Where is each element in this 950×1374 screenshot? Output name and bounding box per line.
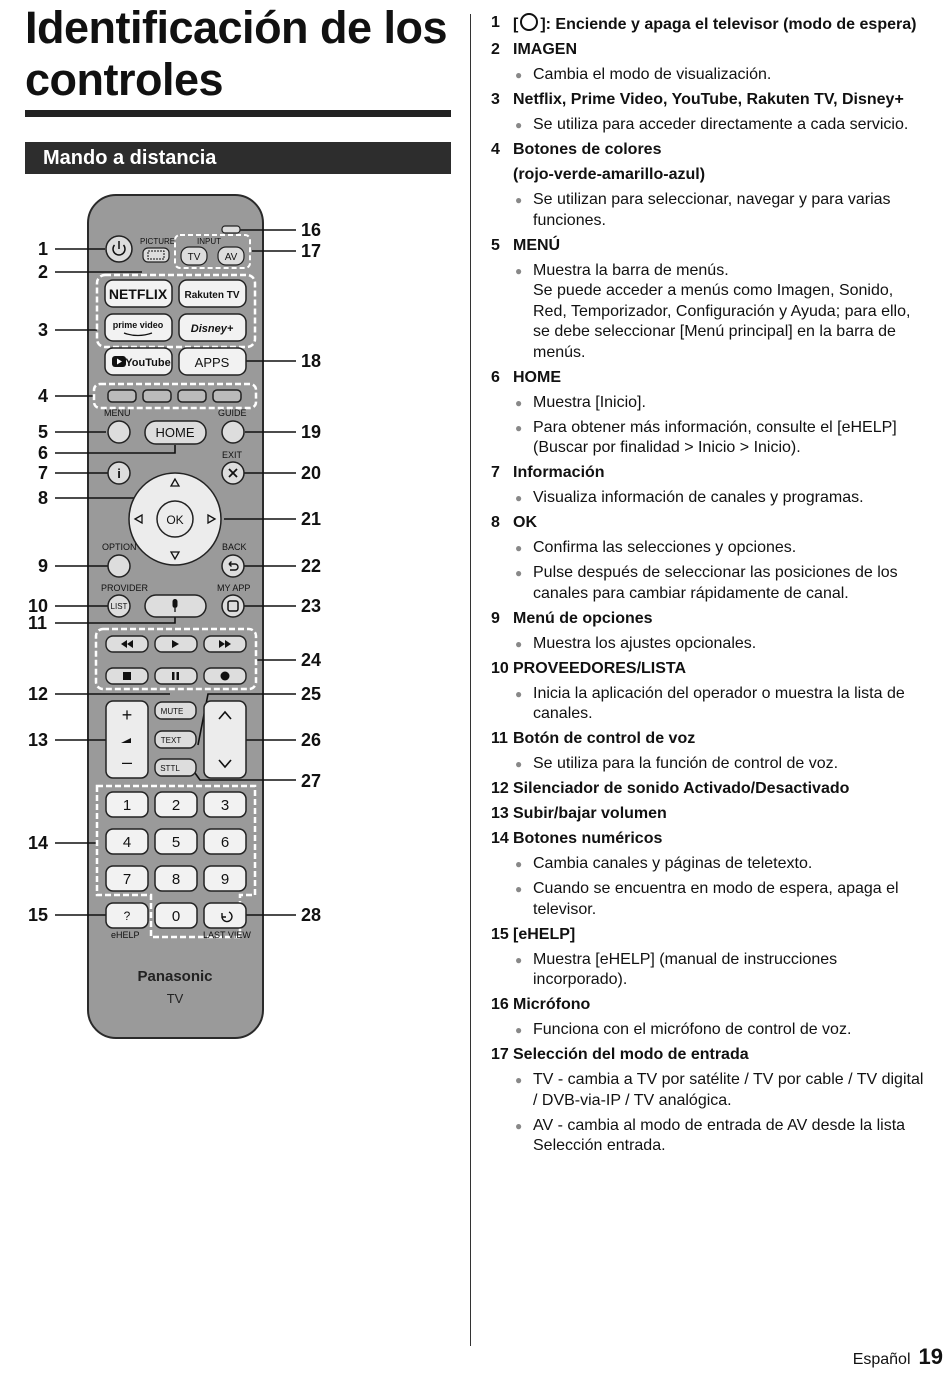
bullet [515, 261, 926, 364]
bullet [515, 634, 926, 655]
option-label: OPTION [102, 542, 137, 552]
list-item [491, 804, 926, 825]
bullet [515, 190, 926, 231]
callout-8: 8 [38, 488, 49, 508]
item-title: Selección del modo de entrada [513, 1046, 749, 1063]
list-item [491, 609, 926, 630]
callout-5: 5 [38, 422, 49, 442]
bullet [515, 393, 926, 414]
bullet [515, 65, 926, 86]
rakuten-label: Rakuten TV [184, 290, 240, 301]
bullet-text: Visualiza información de canales y programas. [533, 489, 864, 506]
bullet [515, 684, 926, 725]
item-number: 1 [491, 14, 500, 31]
bullet-icon: ● [515, 757, 523, 771]
bullet-text [533, 261, 926, 364]
bullet-text: TV - cambia a TV por satélite / TV por cable / TV digital / DVB-via-IP / TV analógica. [533, 1071, 924, 1109]
bullet-icon: ● [515, 1023, 523, 1037]
item-number: 7 [491, 464, 500, 481]
bullet-icon: ● [515, 566, 523, 580]
volume-down-icon: – [121, 752, 133, 772]
list-item [491, 236, 926, 257]
page-number: 19 [918, 1344, 943, 1369]
bullet-icon: ● [515, 420, 523, 435]
bullet-text: Muestra los ajustes opcionales. [533, 634, 757, 652]
digit-2-label: 2 [171, 797, 181, 814]
red-button[interactable] [108, 390, 136, 402]
menu-button[interactable] [108, 421, 130, 443]
model-label: TV [166, 991, 184, 1006]
item-number: 12 [491, 780, 509, 797]
list-item [491, 40, 926, 61]
item-title: PROVEEDORES/LISTA [513, 659, 687, 677]
netflix-label: NETFLIX [108, 286, 168, 302]
bullet-text: Funciona con el micrófono de control de voz. [533, 1021, 852, 1038]
blue-button[interactable] [213, 390, 241, 402]
youtube-label: YouTube [125, 357, 171, 369]
list-item [491, 13, 926, 36]
bullet-icon: ● [515, 68, 523, 82]
callout-2: 2 [38, 262, 49, 282]
home-label: HOME [155, 425, 195, 440]
bullet-icon: ● [515, 395, 523, 410]
picture-label: PICTURE [140, 237, 176, 246]
item-title: Información [513, 464, 605, 481]
item-title: Botones numéricos [513, 830, 663, 847]
bullet-icon: ● [515, 118, 523, 132]
item-title: [eHELP] [513, 925, 576, 943]
bullet [515, 1070, 926, 1111]
item-number: 16 [491, 996, 509, 1013]
digit-1-label: 1 [122, 797, 132, 814]
item-1-title: ]: Enciende y apaga el televisor (modo de espera) [540, 16, 917, 33]
bullet-text: Se utiliza para acceder directamente a cada servicio. [533, 116, 909, 133]
item-title: Silenciador de sonido Activado/Desactivado [513, 780, 850, 797]
back-button[interactable] [222, 555, 244, 577]
digit-6-label: 6 [220, 834, 230, 851]
mute-label: MUTE [160, 707, 184, 716]
last-view-button[interactable] [204, 903, 246, 928]
guide-label: GUIDE [218, 408, 247, 418]
callout-24: 24 [301, 650, 322, 670]
digit-3-label: 3 [220, 797, 230, 814]
digit-9-label: 9 [220, 871, 230, 888]
item-title: Menú de opciones [513, 609, 653, 627]
bullet-text: Cuando se encuentra en modo de espera, apaga el televisor. [533, 880, 899, 918]
item-subtitle: (rojo-verde-amarillo-azul) [513, 166, 706, 183]
pause-icon [172, 672, 175, 680]
item-title: HOME [513, 368, 561, 386]
myapp-label: MY APP [217, 583, 251, 593]
bullet-text: Inicia la aplicación del operador o muestra la lista de canales. [533, 684, 905, 722]
option-button[interactable] [108, 555, 130, 577]
callout-7: 7 [38, 463, 49, 483]
power-icon [520, 13, 538, 31]
footer-language: Español [852, 1351, 911, 1368]
guide-button[interactable] [222, 421, 244, 443]
callout-11: 11 [28, 613, 48, 633]
item-number: 10 [491, 659, 509, 677]
bullet [515, 1020, 926, 1041]
bullet-icon: ● [515, 491, 523, 505]
bullet-icon: ● [515, 193, 523, 207]
callout-20: 20 [301, 463, 322, 483]
callout-14: 14 [28, 833, 49, 853]
list-item [491, 140, 926, 161]
info-icon: i [117, 466, 121, 481]
callout-4: 4 [38, 386, 49, 406]
controls-list [491, 13, 926, 1161]
bullet [515, 563, 926, 604]
callout-19: 19 [301, 422, 322, 442]
bullet [515, 754, 926, 775]
item-number: 2 [491, 41, 500, 58]
bullet-text: Confirma las selecciones y opciones. [533, 539, 797, 556]
callout-16: 16 [301, 220, 322, 240]
bullet-text: Pulse después de seleccionar las posiciones de los canales para cambiar rápidamente de canal. [533, 564, 898, 602]
digit-8-label: 8 [171, 871, 181, 888]
callout-3: 3 [38, 320, 49, 340]
picture-button[interactable] [143, 248, 169, 262]
callout-10: 10 [28, 596, 49, 616]
text-label: TEXT [160, 736, 182, 745]
callout-22: 22 [301, 556, 322, 576]
bullet-icon: ● [515, 1118, 523, 1133]
item-number: 6 [491, 368, 500, 386]
bullet [515, 879, 926, 920]
item-title: MENÚ [513, 236, 561, 254]
ehelp-label: eHELP [111, 930, 140, 940]
title-rule [25, 110, 451, 117]
callout-26: 26 [301, 730, 322, 750]
apps-label: APPS [194, 355, 230, 370]
ok-label: OK [166, 513, 184, 527]
callout-25: 25 [301, 684, 322, 704]
bullet [515, 1116, 926, 1157]
callout-13: 13 [28, 730, 49, 750]
section-heading: Mando a distancia [25, 142, 451, 174]
list-item [491, 368, 926, 389]
item-title: Micrófono [513, 996, 591, 1013]
item-title: Botón de control de voz [513, 730, 696, 747]
list-item [491, 513, 926, 534]
callout-21: 21 [301, 509, 322, 529]
remote-diagram [20, 190, 340, 1050]
green-button[interactable] [143, 390, 171, 402]
callout-12: 12 [28, 684, 49, 704]
microphone-led [222, 226, 240, 233]
av-input-label: AV [224, 252, 238, 263]
item-title [513, 13, 926, 36]
item-number: 4 [491, 141, 500, 158]
list-item [491, 1045, 926, 1066]
item-title: Subir/bajar volumen [513, 805, 667, 822]
callout-18: 18 [301, 351, 322, 371]
callout-27: 27 [301, 771, 322, 791]
bullet-line: Muestra la barra de menús. [533, 261, 729, 279]
bullet-text: AV - cambia al modo de entrada de AV desde la lista Selección entrada. [533, 1116, 906, 1154]
list-item [491, 779, 926, 800]
callout-17: 17 [301, 241, 322, 261]
callout-9: 9 [38, 556, 49, 576]
bullet [515, 950, 926, 991]
page-footer [853, 1344, 943, 1370]
bullet-icon: ● [515, 857, 523, 871]
page-title: Identificación de los controles [25, 2, 448, 105]
bullet-icon: ● [515, 686, 523, 701]
bullet-text: Muestra [Inicio]. [533, 393, 646, 411]
bullet-icon: ● [515, 882, 523, 896]
digit-4-label: 4 [122, 834, 132, 851]
pause-button[interactable] [155, 668, 197, 684]
callout-15: 15 [28, 905, 49, 925]
list-item [491, 659, 926, 680]
back-label: BACK [222, 542, 247, 552]
column-divider [470, 14, 471, 1346]
bullet [515, 538, 926, 559]
item-number: 14 [491, 830, 509, 847]
bullet [515, 488, 926, 509]
yellow-button[interactable] [178, 390, 206, 402]
record-icon [221, 672, 230, 681]
item-number: 5 [491, 236, 500, 254]
digit-5-label: 5 [171, 834, 181, 851]
disney-label: Disney+ [190, 323, 234, 335]
item-number: 13 [491, 805, 509, 822]
item-number: 9 [491, 609, 500, 627]
bullet-icon: ● [515, 263, 523, 278]
item-title: OK [513, 514, 537, 531]
bullet-icon: ● [515, 1073, 523, 1087]
item-title: Netflix, Prime Video, YouTube, Rakuten TV, Disney+ [513, 91, 904, 108]
item-number: 17 [491, 1046, 509, 1063]
help-label: ? [123, 909, 131, 923]
item-title: IMAGEN [513, 41, 577, 58]
bullet [515, 115, 926, 136]
bullet-text: Muestra [eHELP] (manual de instrucciones incorporado). [533, 950, 838, 988]
prime-video-label: prime video [112, 320, 164, 330]
bullet-text: Se utilizan para seleccionar, navegar y para varias funciones. [533, 191, 891, 229]
list-item [491, 925, 926, 946]
bullet-icon: ● [515, 541, 523, 555]
bullet-icon: ● [515, 636, 523, 651]
bullet [515, 418, 926, 459]
callout-23: 23 [301, 596, 322, 616]
menu-label: MENU [104, 408, 131, 418]
bullet-text: Cambia el modo de visualización. [533, 66, 772, 83]
callout-28: 28 [301, 905, 322, 925]
digit-0-label: 0 [171, 908, 181, 925]
item-title: Botones de colores [513, 141, 662, 158]
bullet-icon: ● [515, 952, 523, 967]
item-number: 3 [491, 91, 500, 108]
volume-up-icon: + [121, 705, 133, 725]
exit-label: EXIT [222, 450, 243, 460]
bullet [515, 854, 926, 875]
bullet-text: Para obtener más información, consulte el [eHELP] (Buscar por finalidad > Inicio > Inicio). [533, 418, 897, 456]
list-item [491, 829, 926, 850]
item-number: 8 [491, 514, 500, 531]
sttl-label: STTL [160, 764, 180, 773]
item-number: 11 [491, 730, 508, 747]
item-number: 15 [491, 925, 509, 943]
bullet-text: Cambia canales y páginas de teletexto. [533, 855, 813, 872]
list-item [491, 463, 926, 484]
last-view-label: LAST VIEW [203, 930, 251, 940]
myapp-button[interactable] [222, 595, 244, 617]
bullet-line: Se puede acceder a menús como Imagen, Sonido, Red, Temporizador, Configuración y Ayuda; para ello, se debe seleccionar [Menú principal] en la barra de menús. [533, 282, 911, 361]
brand-logo: Panasonic [137, 968, 213, 985]
list-item [491, 729, 926, 750]
callout-6: 6 [38, 443, 49, 463]
list-label: LIST [110, 602, 128, 611]
bullet-text: Se utiliza para la función de control de voz. [533, 755, 839, 772]
bracket-open: [ [513, 16, 519, 33]
list-item [491, 90, 926, 111]
stop-icon [123, 672, 131, 680]
input-label: INPUT [197, 237, 221, 246]
digit-7-label: 7 [122, 871, 132, 888]
provider-label: PROVIDER [101, 583, 149, 593]
list-item [491, 995, 926, 1016]
callout-1: 1 [38, 239, 49, 259]
tv-input-label: TV [187, 252, 201, 263]
